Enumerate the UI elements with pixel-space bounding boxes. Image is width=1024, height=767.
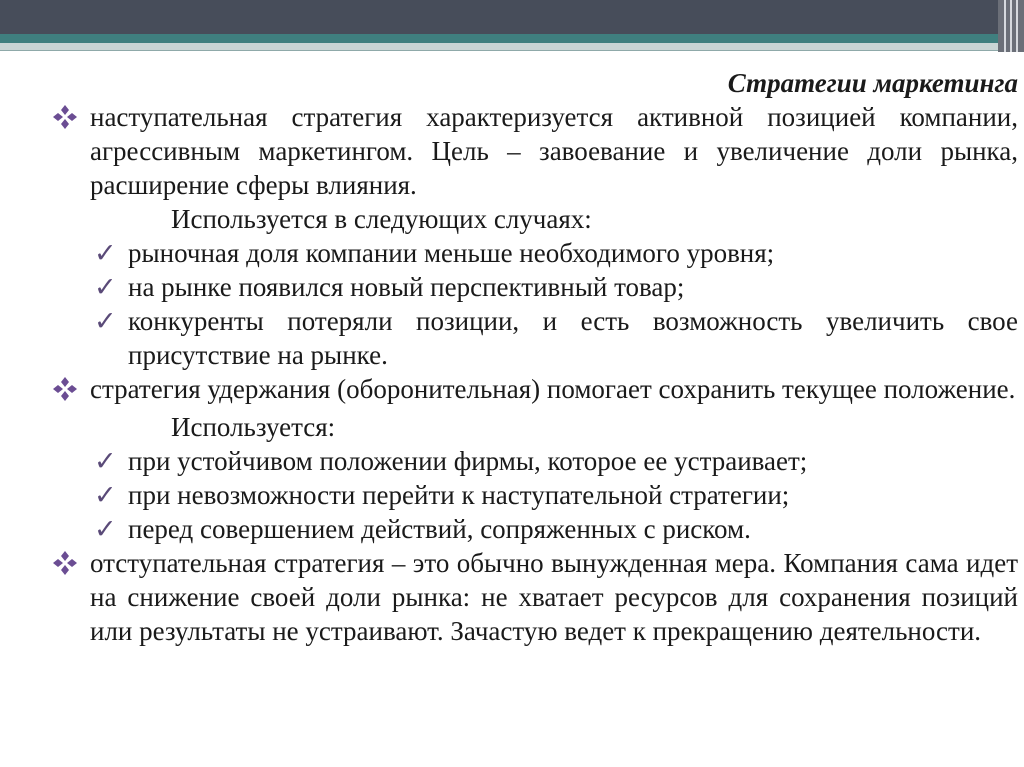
- case-text: перед совершением действий, сопряженных с риском.: [128, 514, 751, 544]
- header-bar: [0, 0, 1024, 34]
- header-accent-stripe: [0, 34, 1000, 43]
- strategy-item: [52, 546, 1018, 648]
- diamond-bullet-icon: [52, 546, 90, 648]
- strategy-text: стратегия удержания (оборонительная) помогает сохранить текущее положение.: [90, 374, 1016, 404]
- corner-line: [1010, 0, 1012, 52]
- diamond-bullet-icon: [52, 104, 78, 130]
- diamond-bullet-icon: [52, 372, 90, 410]
- checkmark-icon: ✓: [94, 238, 117, 268]
- case-item: [52, 236, 1018, 270]
- checkmark-icon: ✓: [94, 306, 117, 336]
- checkmark-icon: ✓: [94, 272, 117, 302]
- case-text: на рынке появился новый перспективный товар;: [128, 272, 685, 302]
- slide-title: Стратегии маркетинга: [727, 68, 1018, 98]
- diamond-bullet-icon: [52, 100, 90, 202]
- strategy-text: наступательная стратегия характеризуется активной позицией компании, агрессивным маркетингом. Цель – завоевание и увеличение доли рынка, расширение сферы влияния.: [90, 102, 1018, 200]
- case-item: [52, 304, 1018, 372]
- diamond-bullet-icon: [52, 376, 78, 402]
- case-text: при устойчивом положении фирмы, которое ее устраивает;: [128, 446, 808, 476]
- slide-content: [52, 66, 1018, 648]
- corner-line: [1004, 0, 1006, 52]
- diamond-bullet-icon: [52, 550, 78, 576]
- checkmark-icon: ✓: [94, 480, 117, 510]
- strategy-text: отступательная стратегия – это обычно вынужденная мера. Компания сама идет на снижение своей доли рынка: не хватает ресурсов для сохранения позиций или результаты не устраивают. Зачастую ведет к прекращению деятельности.: [90, 548, 1018, 646]
- checkmark-icon: ✓: [94, 446, 117, 476]
- uses-label: Используется в следующих случаях:: [171, 204, 592, 234]
- case-text: при невозможности перейти к наступательной стратегии;: [128, 480, 790, 510]
- checkmark-icon: ✓: [94, 514, 117, 544]
- corner-line: [1016, 0, 1018, 52]
- strategy-item: [52, 100, 1018, 202]
- case-item: [52, 270, 1018, 304]
- case-text: рыночная доля компании меньше необходимого уровня;: [128, 238, 775, 268]
- case-text: конкуренты потеряли позиции, и есть возможность увеличить свое присутствие на рынке.: [128, 306, 1018, 370]
- uses-label: Используется:: [171, 412, 336, 442]
- case-item: [52, 478, 1018, 512]
- header-border: [0, 50, 1000, 51]
- case-item: [52, 512, 1018, 546]
- header-light-stripe: [0, 43, 1000, 50]
- case-item: [52, 444, 1018, 478]
- strategy-item: [52, 372, 1018, 410]
